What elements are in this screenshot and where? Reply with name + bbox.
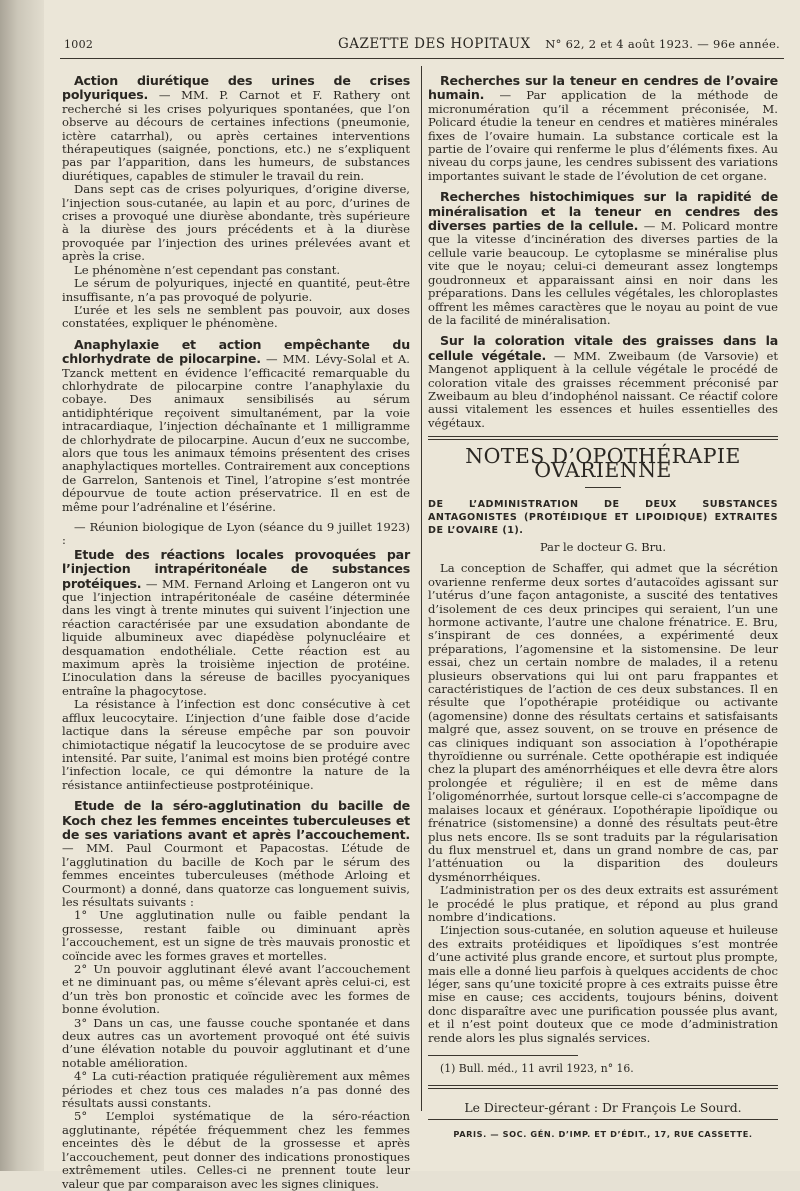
- article-lead: — MM. Lévy-Solal et A. Tzanck mettent en évidence l’efficacité remarquable du chlorhydrate de pilocarpine contre l’anaphylaxie du cobaye. Des animaux sensibilisés au sérum antidiphtérique reçoivent simultanément, par la voie intracardiaque, l’injection déchaînante et 1 milligramme de chlorhydrate de pilocarpine. Aucun d’eux ne succombe, alors que tous les animaux témoins présentent des crises anaphylactiques mortelles. Contrairement aux conceptions de Garrelon, Santenois et Tinel, l’atropine s’est montrée dépourvue de toute action préservatrice. Il en est de même pour l’adrénaline et l’ésérine.: [62, 352, 410, 514]
- article-title: Action diurétique des urines de crises polyuriques.: [62, 73, 410, 103]
- lyon-meeting-line: — Réunion biologique de Lyon (séance du 9 juillet 1923) :: [62, 520, 410, 548]
- column-rule: [421, 66, 422, 1111]
- article-lead: — MM. Paul Courmont et Papacostas. L’étude de l’agglutination du bacille de Koch par le sérum des femmes enceintes tuberculeuses (méthode Arloing et Courmont) a donné, dans quatorze cas longuement suivis, les résultats suivants :: [62, 841, 410, 909]
- section-double-rule: [428, 436, 778, 440]
- article-koch: [62, 799, 410, 909]
- director-line: Le Directeur-gérant : Dr François Le Sourd.: [464, 1100, 742, 1116]
- list-item: 4° La cuti-réaction pratiquée régulièrement aux mêmes périodes et chez tous ces malades n’a pas donné des résultats aussi constants.: [62, 1069, 410, 1111]
- article-anaphylaxis: [62, 338, 410, 514]
- running-header: [60, 34, 788, 54]
- section-subtitle: DE L’ADMINISTRATION DE DEUX SUBSTANCES ANTAGONISTES (PROTÉIDIQUE ET LIPOIDIQUE) EXTRAITES DE L’OVAIRE (1).: [428, 498, 778, 536]
- author-byline: Par le docteur G. Bru.: [540, 539, 666, 554]
- left-column: [62, 74, 410, 1191]
- header-rule: [60, 58, 784, 59]
- paragraph: Le phénomène n’est cependant pas constant.: [74, 262, 341, 277]
- issue-line: N° 62, 2 et 4 août 1923. — 96e année.: [545, 37, 780, 51]
- paragraph: Dans sept cas de crises polyuriques, d’origine diverse, l’injection sous-cutanée, au lapin et au porc, d’urines de crises a provoqué une diurèse abondante, très supérieure à la diurèse des jours précédents et à la diurèse provoquée par l’injection des urines prélevées avant et après la crise.: [62, 182, 410, 264]
- list-item: 5° L’emploi systématique de la séro-réaction agglutinante, répétée fréquemment chez les femmes enceintes dès le début de la grossesse et après l’accouchement, peut donner des indications pronostiques extrêmement utiles. Celles-ci ne prennent toute leur valeur que par comparaison avec les signes cliniques.: [62, 1109, 410, 1191]
- paragraph: L’administration per os des deux extraits est assurément le procédé le plus pratique, et répond au plus grand nombre d’indications.: [428, 883, 778, 924]
- short-rule: [585, 487, 621, 488]
- article-lead: — MM. Zweibaum (de Varsovie) et Mangenot appliquent à la cellule végétale le procédé de coloration vitale des graisses récemment préconisé par Zweibaum au bleu d’indophénol naissant. Ce réactif colore aussi vitalement les essences et huiles essentielles des végétaux.: [428, 348, 779, 430]
- footnote-rule: [428, 1055, 578, 1056]
- right-column: [428, 74, 778, 1141]
- page-edge-shadow: [0, 0, 44, 1171]
- list-item: 1° Une agglutination nulle ou faible pendant la grossesse, restant faible ou diminuant après l’accouchement, est un signe de très mauvais pronostic et coïncide avec les formes graves et mortelles.: [62, 908, 410, 963]
- article-ovary-ash: [428, 74, 778, 183]
- footer-rule: [428, 1119, 778, 1120]
- article-lead: — MM. P. Carnot et F. Rathery ont recherché si les crises polyuriques spontanées, que l’on observe au décours de certaines infections (pneumonie, ictère catarrhal), ou après certaines interventions thérapeutiques (saignée, ponctions, etc.) ne s’expliquent pas par l’apparition, dans les humeurs, de substances diurétiques, capables de stimuler le travail du rein.: [62, 88, 410, 183]
- article-title: Sur la coloration vitale des graisses dans la cellule végétale.: [428, 333, 778, 363]
- article-title: Anaphylaxie et action empêchante du chlorhydrate de pilocarpine.: [62, 336, 410, 367]
- list-item: 2° Un pouvoir agglutinant élevé avant l’accouchement et ne diminuant pas, ou même s’élevant après celui-ci, est d’un très bon pronostic et coïncide avec les formes de bonne évolution.: [62, 962, 410, 1017]
- footnote: (1) Bull. méd., 11 avril 1923, n° 16.: [440, 1062, 634, 1075]
- paragraph: L’urée et les sels ne semblent pas pouvoir, aux doses constatées, expliquer le phénomène.: [62, 302, 410, 331]
- paragraph: La conception de Schaffer, qui admet que la sécrétion ovarienne renferme deux sortes d’autacoïdes agissant sur l’utérus d’une façon antagoniste, a suscité des tentatives d’isolement de ces deux principes qui seraient, l’un une hormone activante, l’autre une chalone frénatrice. E. Bru, s’inspirant de ces données, a expérimenté deux préparations, l’agomensine et la sistomensine. De leur essai, chez un certain nombre de malades, il a retenu plusieurs observations qui lui ont paru frappantes et caractéristiques de l’action de ces deux substances. Il en résulte que l’opothérapie protéidique ou activante (agomensine) donne des résultats certains et satisfaisants malgré que, assez souvent, on se trouve en présence de cas cliniques indiquant son association à l’opothérapie thyroïdienne ou surrénale. Cette opothérapie est indiquée chez la plupart des aménorrhéiques et elle devra être alors prolongée et régulière; il en est de même dans l’oligoménorrhée, surtout lorsque celle-ci s’accompagne de malaises locaux et généraux. L’opothérapie lipoïdique ou frénatrice (sistomensine) a donné des résultats peut-être plus nets encore. Ils se sont traduits par la régularisation du flux menstruel et, dans un grand nombre de cas, par l’atténuation ou la disparition des douleurs dysménorrhéiques.: [428, 561, 778, 884]
- article-lead: — MM. Fernand Arloing et Langeron ont vu que l’injection intrapéritonéale de caséine déterminée dans les vingt à trente minutes qui suivent l’injection une réaction caractérisée par une exsudation abondante de liquide albumineux avec diapédèse polynucléaire et desquamation endothéliale. Cette réaction est au maximum après la troisième injection de protéine. L’inoculation dans la séreuse de bacilles pyocyaniques entraîne la phagocytose.: [62, 576, 410, 698]
- section-title: NOTES D’OPOTHÉRAPIE OVARIENNE: [465, 444, 741, 482]
- paragraph: La résistance à l’infection est donc consécutive à cet afflux leucocytaire. L’injection d’une faible dose d’acide lactique dans la séreuse empêche par son pouvoir chimiotactique négatif la leucocytose de se produire avec intensité. Par suite, l’animal est moins bien protégé contre l’infection locale, ce qui démontre la nature de la résistance antiinfectieuse postprotéinique.: [62, 697, 410, 792]
- article-title: Etude de la séro-agglutination du bacille de Koch chez les femmes enceintes tuberculeuses et de ses variations avant et après l’accouchement.: [62, 798, 410, 842]
- article-vital-staining: [428, 334, 778, 430]
- article-diuretic: [62, 74, 410, 183]
- article-title: Etude des réactions locales provoquées par l’injection intrapéritonéale de substances protéiques.: [62, 546, 410, 591]
- list-item: 3° Dans un cas, une fausse couche spontanée et dans deux autres cas un avortement provoqué ont été suivis d’une élévation notable du pouvoir agglutinant et d’une notable amélioration.: [62, 1015, 410, 1070]
- paragraph: L’injection sous-cutanée, en solution aqueuse et huileuse des extraits protéidiques et lipoïdiques s’est montrée d’une activité plus grande encore, et surtout plus prompte, mais elle a donné lieu parfois à quelques accidents de choc léger, sans qu’une toxicité propre à ces extraits puisse être mise en cause; ces accidents, toujours bénins, doivent donc disparaître avec une purification poussée plus avant, et il n’est point douteux que ce mode d’administration rende alors les plus signalés services.: [428, 923, 778, 1045]
- paragraph: Le sérum de polyuriques, injecté en quantité, peut-être insuffisante, n’a pas provoqué de polyurie.: [62, 276, 410, 304]
- footer-double-rule: [428, 1085, 778, 1089]
- journal-title: GAZETTE DES HOPITAUX: [338, 36, 531, 52]
- printer-line: PARIS. — SOC. GÉN. D’IMP. ET D’ÉDIT., 17, RUE CASSETTE.: [453, 1128, 753, 1139]
- article-lead: — Par application de la méthode de micronumération qu’il a récemment préconisée, M. Policard étudie la teneur en cendres et matières minérales fixes de l’ovaire humain. La substance corticale est la partie de l’ovaire qui renferme le plus d’éléments fixes. Au niveau du corps jaune, les cendres subissent des variations importantes suivant le stade de l’évolution de cet organe.: [428, 88, 778, 183]
- article-lead: — M. Policard montre que la vitesse d’incinération des diverses parties de la cellule varie beaucoup. Le cytoplasme se minéralise plus vite que le noyau; celui-ci demeurant assez longtemps goudronneux et apparaissant ainsi en noir dans les préparations. Dans les cellules végétales, les chloroplastes offrent les mêmes caractères que le noyau au point de vue de la facilité de minéralisation.: [428, 219, 778, 327]
- article-title: Recherches sur la teneur en cendres de l’ovaire humain.: [428, 73, 778, 103]
- page-number: 1002: [64, 38, 94, 51]
- article-proteins: [62, 548, 410, 698]
- article-title: Recherches histochimiques sur la rapidité de minéralisation et la teneur en cendres des diverses parties de la cellule.: [428, 189, 778, 234]
- article-histochemistry: [428, 190, 778, 327]
